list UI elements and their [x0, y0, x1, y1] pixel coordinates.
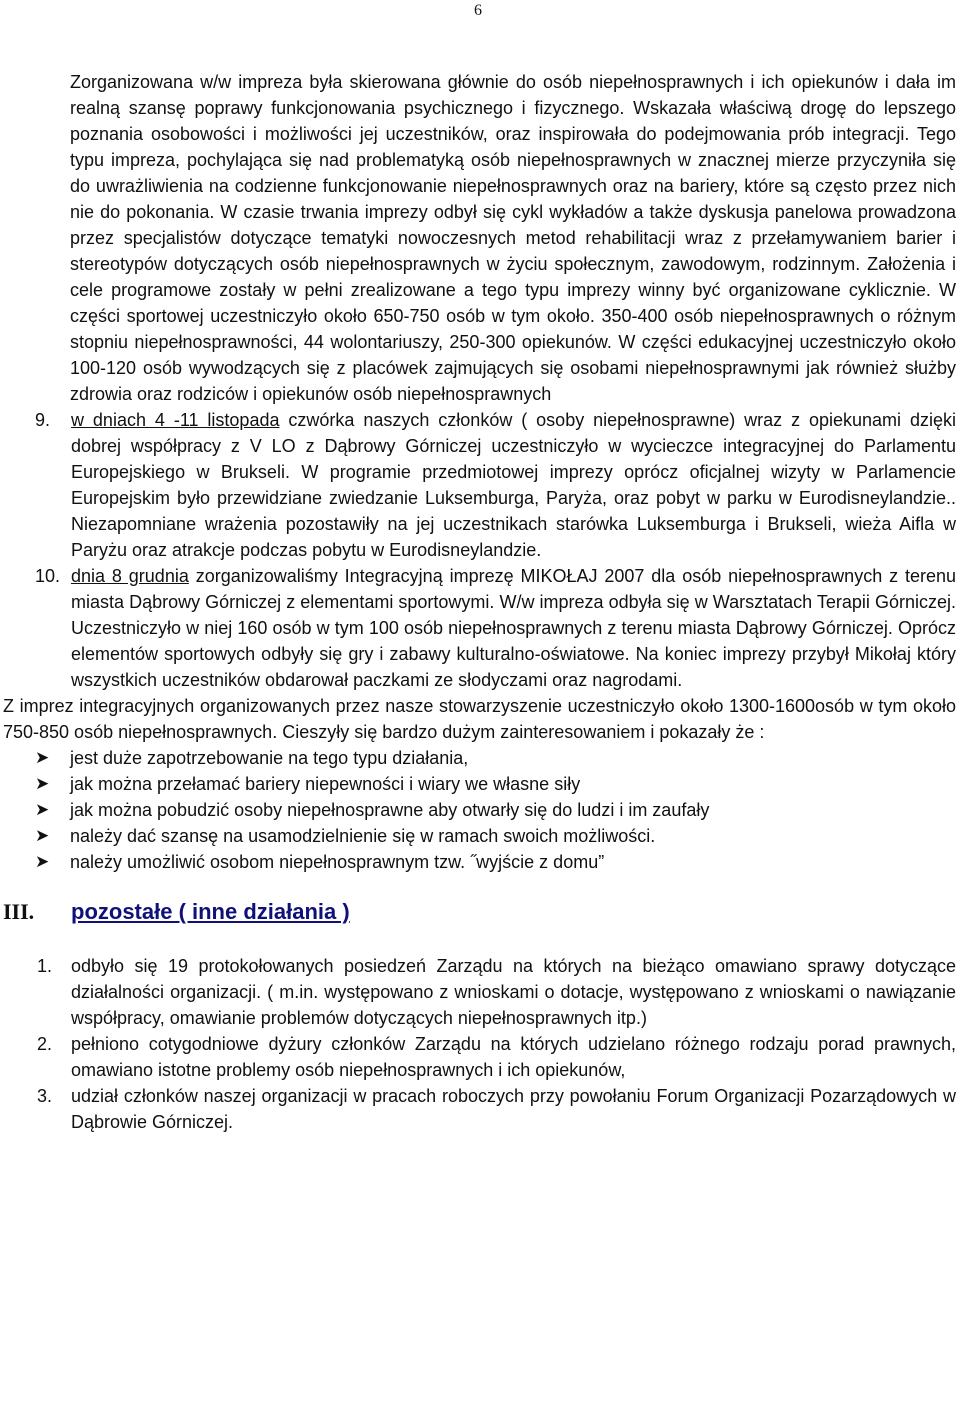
list-item-10: [0, 563, 956, 693]
list-item: [0, 1083, 956, 1135]
arrow-bullet-icon: ➤: [35, 800, 50, 820]
item-number: 2.: [37, 1034, 53, 1054]
item-number: 3.: [37, 1086, 53, 1106]
item-text: pełniono cotygodniowe dyżury członków Zarządu na których udzielano różnego rodzaju porad prawnych, omawiano istotne problemy osób niepełnosprawnych i ich opiekunów,: [71, 1034, 956, 1080]
arrow-bullet-icon: ➤: [35, 826, 50, 846]
list-item: ➤ jak można pobudzić osoby niepełnosprawne aby otwarły się do ludzi i im zaufały: [0, 797, 960, 823]
item-body: czwórka naszych członków ( osoby niepełnosprawne) wraz z opiekunami dzięki dobrej współpracy z V LO z Dąbrowy Górniczej uczestniczyło w wycieczce integracyjnej do Parlamentu Europejskiego w Brukseli. W programie przedmiotowej imprezy oprócz oficjalnej wizyty w Parlamencie Europejskim było przewidziane zwiedzanie Luksemburga, Paryża, oraz pobyt w parku w Eurodisneylandzie.. Niezapomniane wrażenia pozostawiły na jej uczestnikach starówka Luksemburga i Brukseli, wieża Aifla w Paryżu oraz atrakcje podczas pobytu w Eurodisneylandzie.: [71, 410, 956, 560]
list-item: ➤ należy umożliwić osobom niepełnosprawnym tzw. ˝wyjście z domu”: [0, 849, 960, 875]
item-text: odbyło się 19 protokołowanych posiedzeń Zarządu na których na bieżąco omawiano sprawy dotyczące działalności organizacji. ( m.in. występowano z wnioskami o dotacje, występowano z wnioskami o nawiązanie współpracy, omawianie problemów dotyczących niepełnosprawnych itp.): [71, 956, 956, 1028]
section-number: III.: [3, 899, 35, 924]
summary-paragraph: Z imprez integracyjnych organizowanych przez nasze stowarzyszenie uczestniczyło około 1300-1600osób w tym około 750-850 osób niepełnosprawnych. Cieszyły się bardzo dużym zainteresowaniem i pokazały że :: [3, 696, 956, 742]
list-item: [0, 953, 956, 1031]
list-item-9: [0, 407, 956, 563]
arrow-bullet-icon: ➤: [35, 852, 50, 872]
item-number: 10.: [35, 566, 61, 586]
list-item: ➤ jak można przełamać bariery niepewności i wiary we własne siły: [0, 771, 960, 797]
item-number: 9.: [35, 410, 51, 430]
item-body: zorganizowaliśmy Integracyjną imprezę MIKOŁAJ 2007 dla osób niepełnosprawnych z terenu miasta Dąbrowy Górniczej z elementami sportowymi. W/w impreza odbyła się w Warsztatach Terapii Górniczej. Uczestniczyło w niej 160 osób w tym 100 osób niepełnosprawnych z terenu miasta Dąbrowy Górniczej. Oprócz elementów sportowych odbyły się gry i zabawy kulturalno-oświatowe. Na koniec imprezy przybył Mikołaj który wszystkich uczestników obdarował paczkami ze słodyczami oraz nagrodami.: [71, 566, 956, 690]
arrow-bullet-icon: ➤: [35, 748, 50, 768]
arrow-bullet-icon: ➤: [35, 774, 50, 794]
section-list: [0, 953, 960, 1135]
item-text: [71, 407, 956, 563]
intro-paragraph: Zorganizowana w/w impreza była skierowana głównie do osób niepełnosprawnych i ich opiekunów i dała im realną szansę poprawy funkcjonowania psychicznego i fizycznego. Wskazała właściwą drogę do lepszego poznania osobowości i możliwości jej uczestników, oraz inspirowała do podejmowania prób integracji. Tego typu impreza, pochylająca się nad problematyką osób niepełnosprawnych w znacznej mierze przyczyniła się do uwrażliwienia na codzienne funkcjonowanie niepełnosprawnych oraz na bariery, które są często przez nich nie do pokonania. W czasie trwania imprezy odbył się cykl wykładów a także dyskusja panelowa prowadzona przez specjalistów dotyczące tematyki nowoczesnych metod rehabilitacji wraz z przełamywaniem barier i stereotypów dotyczących osób niepełnosprawnych w życiu społecznym, zawodowym, rodzinnym. Założenia i cele programowe zostały w pełni zrealizowane a tego typu imprezy winny być organizowane cyklicznie. W części sportowej uczestniczyło około 650-750 osób w tym około. 350-400 osób niepełnosprawnych o różnym stopniu niepełnosprawności, 44 wolontariuszy, 250-300 opiekunów. W części edukacyjnej uczestniczyło około 100-120 osób wywodzących się z placówek zajmujących się osobami niepełnosprawnymi jak również służby zdrowia oraz rodziców i opiekunów osób niepełnosprawnych: [70, 72, 956, 404]
item-number: 1.: [37, 956, 53, 976]
list-item: ➤ należy dać szansę na usamodzielnienie się w ramach swoich możliwości.: [0, 823, 960, 849]
item-text: [71, 563, 956, 693]
list-item: ➤ jest duże zapotrzebowanie na tego typu działania,: [0, 745, 960, 771]
item-date: dnia 8 grudnia: [71, 566, 189, 586]
document-body: [0, 69, 960, 1135]
section-heading: [0, 897, 960, 927]
bullet-list: [0, 745, 960, 875]
item-text: udział członków naszej organizacji w pracach roboczych przy powołaniu Forum Organizacji Pozarządowych w Dąbrowie Górniczej.: [71, 1086, 956, 1132]
list-item: [0, 1031, 956, 1083]
item-date: w dniach 4 -11 listopada: [71, 410, 280, 430]
section-title: pozostałe ( inne działania ): [71, 899, 350, 924]
page-number: 6: [474, 2, 482, 19]
